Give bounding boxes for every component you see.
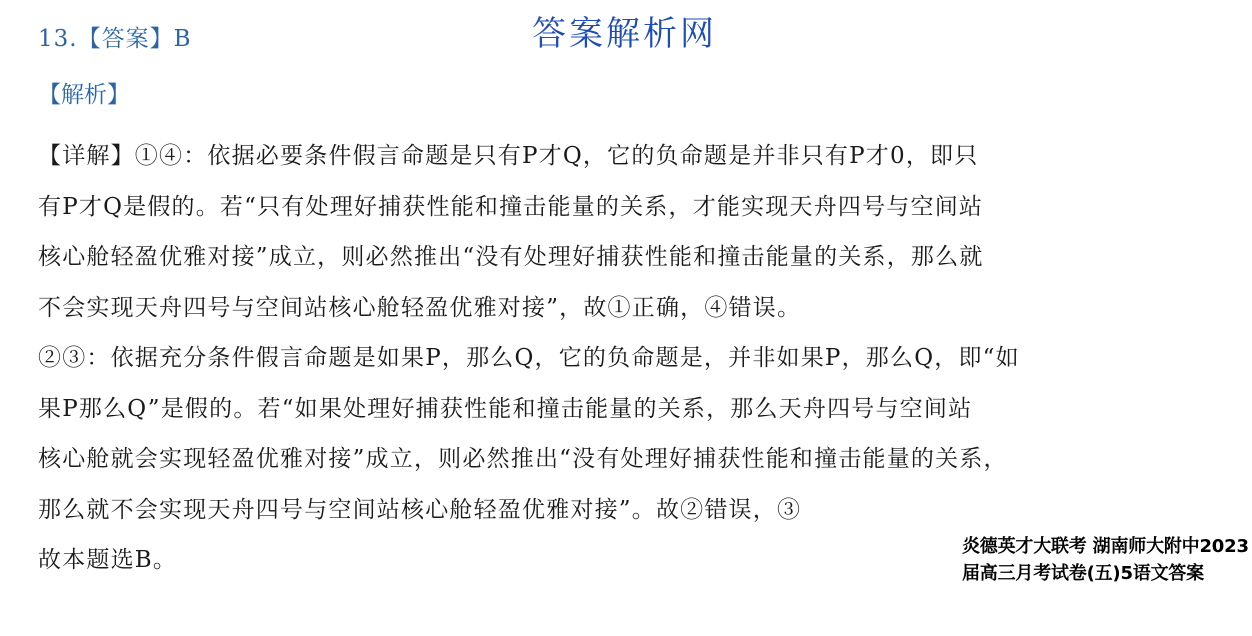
analysis-label: 【解析】 (38, 82, 130, 108)
explanation-line: 那么就不会实现天舟四号与空间站核心舱轻盈优雅对接”。故②错误，③ (38, 496, 802, 523)
explanation-line: 核心舱就会实现轻盈优雅对接”成立，则必然推出“没有处理好捕获性能和撞击能量的关系， (38, 446, 1008, 472)
explanation-line: 核心舱轻盈优雅对接”成立，则必然推出“没有处理好捕获性能和撞击能量的关系，那么就 (38, 244, 984, 270)
explanation-line: 不会实现天舟四号与空间站核心舱轻盈优雅对接”，故①正确，④错误。 (38, 294, 802, 321)
site-watermark: 答案解析网 (532, 14, 717, 54)
exam-title-overlay: 炎德英才大联考 湖南师大附中2023届高三月考试卷(五)5语文答案 (962, 536, 1249, 584)
question-number-answer: 13.【答案】B (38, 26, 192, 52)
explanation-line: 故本题选B。 (38, 547, 178, 573)
explanation-body (38, 131, 1203, 586)
explanation-line: ②③：依据充分条件假言命题是如果P，那么Q，它的负命题是，并非如果P，那么Q，即“如 (38, 345, 1020, 371)
explanation-line: 果P那么Q”是假的。若“如果处理好捕获性能和撞击能量的关系，那么天舟四号与空间站 (38, 395, 973, 422)
explanation-line: 有P才Q是假的。若“只有处理好捕获性能和撞击能量的关系，才能实现天舟四号与空间站 (38, 193, 984, 220)
explanation-line: 【详解】①④：依据必要条件假言命题是只有P才Q，它的负命题是并非只有P才0，即只 (38, 143, 979, 169)
